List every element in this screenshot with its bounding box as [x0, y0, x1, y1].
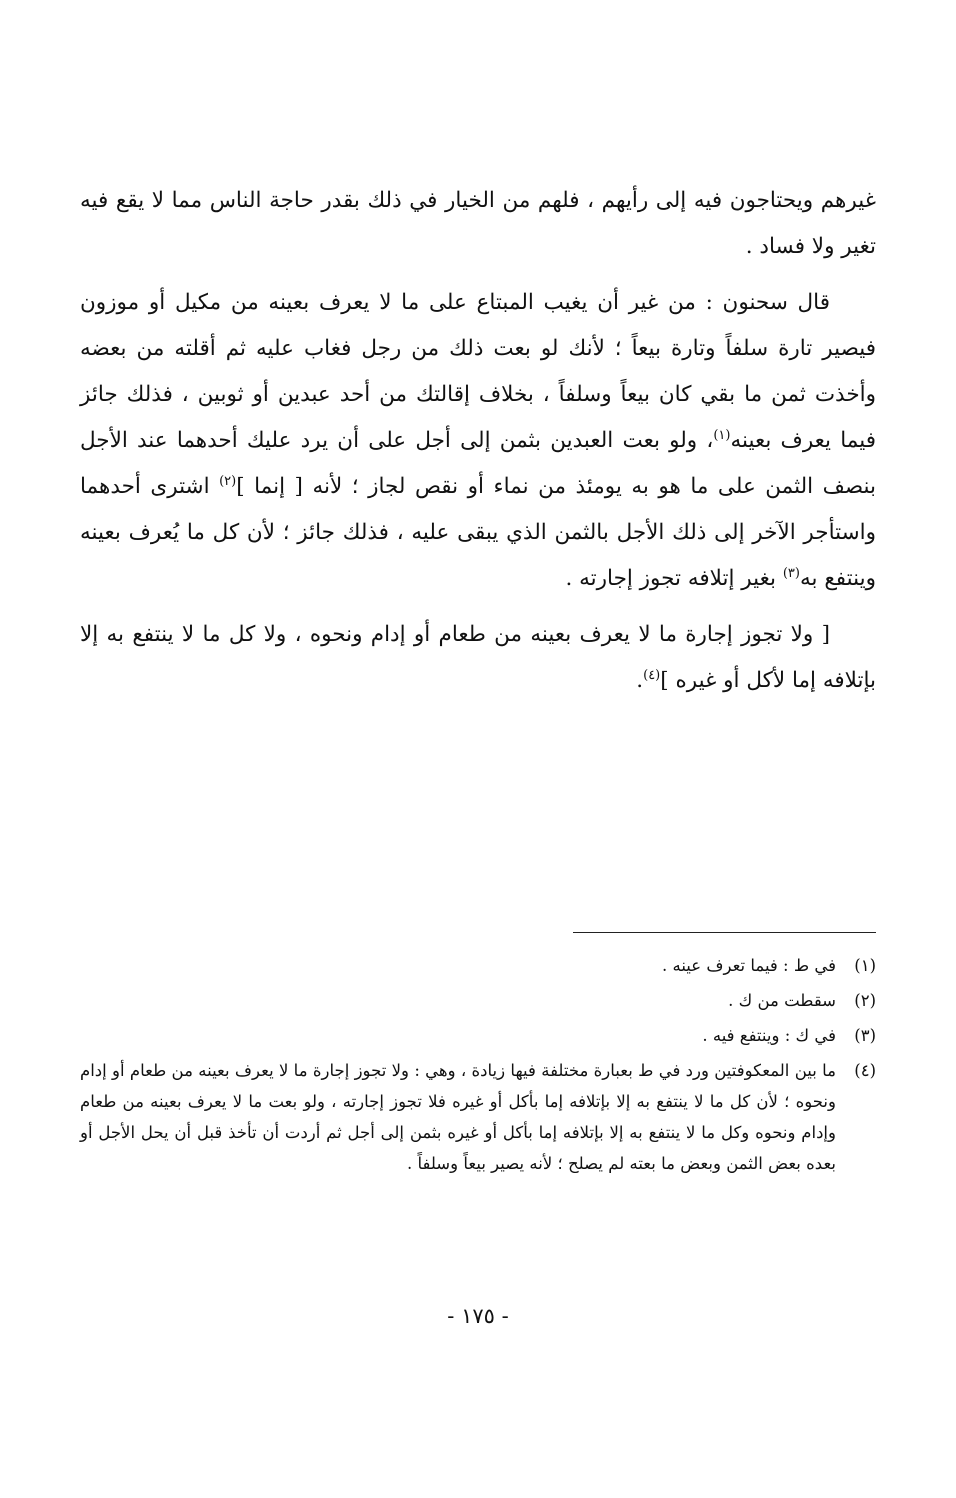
- footnote-ref-2[interactable]: (٢): [219, 473, 237, 489]
- footnote-ref-1[interactable]: (١): [713, 427, 731, 443]
- paragraph-2-text-a: قال سحنون : من غير أن يغيب المبتاع على ما لا يعرف بعينه من مكيل أو موزون فيصير تارة سلفاً وتارة بيعاً ؛ لأنك لو بعت ذلك من رجل فغاب عليه ثم أقلته من بعضه وأخذت ثمن ما بقي كان بيعاً وسلفاً ، بخلاف إقالتك من أحد عبدين أو ثوبين ، فذلك جائز فيما يعرف بعينه: [80, 290, 876, 453]
- footnote-1-number: (١): [854, 956, 876, 975]
- footnote-3-number: (٣): [854, 1026, 876, 1045]
- paragraph-3-text-a: [ ولا تجوز إجارة ما لا يعرف بعينه من طعام أو إدام ونحوه ، ولا كل ما لا ينتفع به إلا بإتلافه إما لأكل أو غيره ]: [80, 622, 876, 693]
- footnotes: [80, 950, 876, 1183]
- paragraph-3-text-b: .: [636, 668, 644, 693]
- footnote-ref-4[interactable]: (٤): [643, 667, 661, 683]
- footnote-3-text: في ك : وينتفع فيه .: [702, 1026, 836, 1045]
- footnote-1-text: في ط : فيما تعرف عينه .: [661, 956, 836, 975]
- footnote-4: [80, 1055, 876, 1179]
- paragraph-2-text-b: ، ولو بعت العبدين بثمن إلى أجل على أن يرد عليك أحدهما عند الأجل بنصف الثمن على ما هو به يومئذ من نماء أو نقص لجاز ؛ لأنه [ إنما ]: [80, 428, 877, 499]
- paragraph-1-text: غيرهم ويحتاجون فيه إلى رأيهم ، فلهم من الخيار في ذلك بقدر حاجة الناس مما لا يقع فيه تغير ولا فساد .: [80, 188, 876, 259]
- paragraph-2-text-c: اشترى أحدهما واستأجر الآخر إلى ذلك الأجل بالثمن الذي يبقى عليه ، فذلك جائز ؛ لأن كل ما يُعرف بعينه وينتفع به: [80, 474, 876, 591]
- main-text: [80, 178, 876, 704]
- page-number: - ١٧٥ -: [447, 1304, 509, 1328]
- paragraph-2-text-d: بغير إتلافه تجوز إجارته .: [565, 566, 783, 591]
- footnote-4-number: (٤): [854, 1061, 876, 1080]
- paragraph-3: [80, 612, 876, 704]
- paragraph-1: [80, 178, 876, 270]
- paragraph-2: [80, 280, 876, 602]
- footnote-2-number: (٢): [854, 991, 876, 1010]
- footnote-separator: [573, 932, 876, 933]
- footnote-2: [80, 985, 876, 1016]
- footnote-ref-3[interactable]: (٣): [782, 565, 800, 581]
- footnote-1: [80, 950, 876, 981]
- footnote-3: [80, 1020, 876, 1051]
- footnote-2-text: سقطت من ك .: [728, 991, 836, 1010]
- footnote-4-text: ما بين المعكوفتين ورد في ط بعبارة مختلفة فيها زيادة ، وهي : ولا تجوز إجارة ما لا يعرف بعينه من طعام أو إدام ونحوه ؛ لأن كل ما لا ينتفع به إلا بإتلافه إما بأكل أو غيره فلا تجوز إجارته ، ولو بعت ما لا يعرف بعينه من طعام وإدام ونحوه وكل ما لا ينتفع به إلا بإتلافه إما بأكل أو غيره بثمن إلى أجل ثم أردت أن تأخذ قبل أن يحل الأجل أو بعده بعض الثمن وبعض ما بعته لم يصلح ؛ لأنه يصير بيعاً وسلفاً .: [80, 1061, 836, 1173]
